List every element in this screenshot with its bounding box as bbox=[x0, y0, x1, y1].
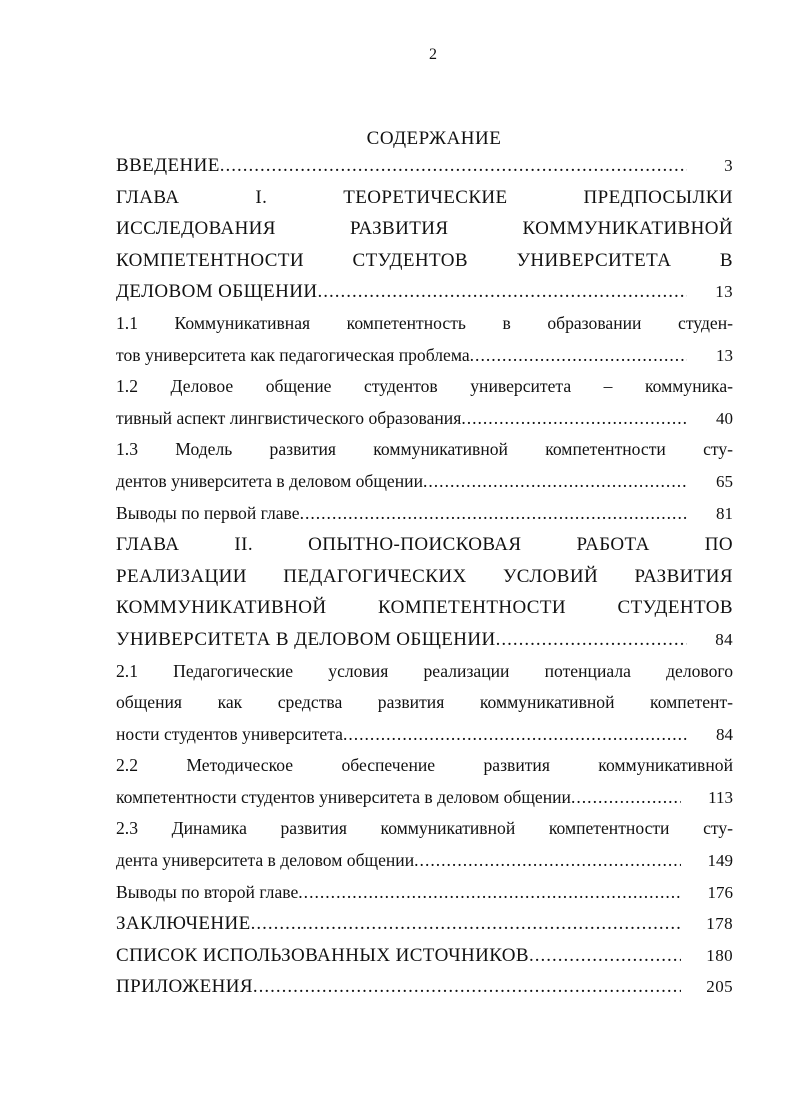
toc-entry-text: Выводы по второй главе bbox=[116, 881, 299, 902]
dot-leader bbox=[220, 150, 687, 182]
toc-entry[interactable] bbox=[116, 182, 733, 308]
dot-leader bbox=[496, 624, 687, 656]
toc-entry-text: тивный аспект лингвистического образования bbox=[116, 407, 462, 428]
toc-entry-text: ЗАКЛЮЧЕНИЕ bbox=[116, 913, 251, 935]
toc-entry[interactable] bbox=[116, 908, 733, 940]
toc-entry-text: Выводы по первой главе bbox=[116, 502, 300, 523]
toc-entry-text: ности студентов университета bbox=[116, 723, 343, 744]
toc-entry-text: компетентности студентов университета в деловом общении bbox=[116, 786, 571, 807]
toc-entry[interactable] bbox=[116, 529, 733, 655]
toc-entry[interactable] bbox=[116, 750, 733, 813]
toc-entry-text: КОМПЕТЕНТНОСТИ СТУДЕНТОВ УНИВЕРСИТЕТА В bbox=[116, 249, 733, 271]
toc-page-number: 84 bbox=[715, 629, 733, 649]
toc-entry-text: 1.2 Деловое общение студентов университета – коммуника- bbox=[116, 376, 733, 397]
toc-entry[interactable] bbox=[116, 877, 733, 909]
dot-leader bbox=[318, 276, 687, 308]
toc-entry[interactable] bbox=[116, 150, 733, 182]
toc-page-number: 180 bbox=[706, 945, 733, 965]
page-number: 2 bbox=[429, 46, 437, 63]
toc-entry-text: СПИСОК ИСПОЛЬЗОВАННЫХ ИСТОЧНИКОВ bbox=[116, 944, 529, 966]
toc-entry-text: ИССЛЕДОВАНИЯ РАЗВИТИЯ КОММУНИКАТИВНОЙ bbox=[116, 218, 733, 240]
dot-leader bbox=[251, 908, 681, 940]
toc-entry-text: 1.1 Коммуникативная компетентность в образовании студен- bbox=[116, 312, 733, 333]
toc-entry-text: 2.1 Педагогические условия реализации потенциала делового bbox=[116, 660, 733, 681]
toc-page-number: 81 bbox=[716, 503, 733, 523]
toc-page-number: 3 bbox=[724, 156, 733, 175]
dot-leader bbox=[343, 719, 687, 751]
toc-entry-text: дентов университета в деловом общении bbox=[116, 470, 423, 491]
toc-entry-text: 1.3 Модель развития коммуникативной компетентности сту- bbox=[116, 439, 733, 460]
toc-entry-text: УНИВЕРСИТЕТА В ДЕЛОВОМ ОБЩЕНИИ bbox=[116, 628, 496, 650]
toc-entry-text: ГЛАВА II. ОПЫТНО-ПОИСКОВАЯ РАБОТА ПО bbox=[116, 534, 733, 556]
toc-entry-text: КОММУНИКАТИВНОЙ КОМПЕТЕНТНОСТИ СТУДЕНТОВ bbox=[116, 597, 733, 619]
toc-entry-text: 2.2 Методическое обеспечение развития коммуникативной bbox=[116, 755, 733, 776]
toc-entry-text: ВВЕДЕНИЕ bbox=[116, 155, 220, 176]
page-title: СОДЕРЖАНИЕ bbox=[366, 128, 502, 149]
toc-entry[interactable] bbox=[116, 434, 733, 497]
dot-leader bbox=[529, 940, 681, 972]
dot-leader bbox=[423, 466, 687, 498]
toc-entry-text: ПРИЛОЖЕНИЯ bbox=[116, 976, 253, 998]
toc-entry-text: тов университета как педагогическая проблема bbox=[116, 344, 470, 365]
toc-page-number: 40 bbox=[716, 408, 733, 428]
dot-leader bbox=[414, 845, 681, 877]
toc-page-number: 113 bbox=[708, 787, 733, 807]
toc-page-number: 205 bbox=[706, 977, 733, 997]
toc-entry-text: общения как средства развития коммуникативной компетент- bbox=[116, 692, 733, 713]
toc-entry-text: ДЕЛОВОМ ОБЩЕНИИ bbox=[116, 281, 318, 303]
dot-leader bbox=[253, 971, 681, 1003]
toc-page-number: 13 bbox=[715, 282, 733, 302]
toc-entry[interactable] bbox=[116, 656, 733, 751]
toc-entry[interactable] bbox=[116, 971, 733, 1003]
toc-entry[interactable] bbox=[116, 371, 733, 434]
toc-page-number: 65 bbox=[716, 471, 733, 491]
toc-entry-text: ГЛАВА I. ТЕОРЕТИЧЕСКИЕ ПРЕДПОСЫЛКИ bbox=[116, 186, 733, 208]
toc-page-number: 176 bbox=[707, 882, 733, 902]
toc-page-number: 84 bbox=[716, 724, 733, 744]
dot-leader bbox=[461, 403, 687, 435]
toc-entry-text: 2.3 Динамика развития коммуникативной компетентности сту- bbox=[116, 818, 733, 839]
toc-entry[interactable] bbox=[116, 498, 733, 530]
toc-entry-text: дента университета в деловом общении bbox=[116, 850, 415, 871]
toc-entry[interactable] bbox=[116, 308, 733, 371]
toc-page-number: 149 bbox=[707, 851, 733, 871]
toc-entry[interactable] bbox=[116, 940, 733, 972]
toc-page-number: 13 bbox=[716, 345, 733, 365]
toc-entry[interactable] bbox=[116, 813, 733, 876]
dot-leader bbox=[300, 498, 687, 530]
toc-page-number: 178 bbox=[706, 914, 733, 934]
dot-leader bbox=[571, 782, 681, 814]
table-of-contents bbox=[116, 150, 733, 1003]
dot-leader bbox=[298, 877, 681, 909]
toc-entry-text: РЕАЛИЗАЦИИ ПЕДАГОГИЧЕСКИХ УСЛОВИЙ РАЗВИТИЯ bbox=[116, 565, 733, 587]
dot-leader bbox=[470, 340, 687, 372]
